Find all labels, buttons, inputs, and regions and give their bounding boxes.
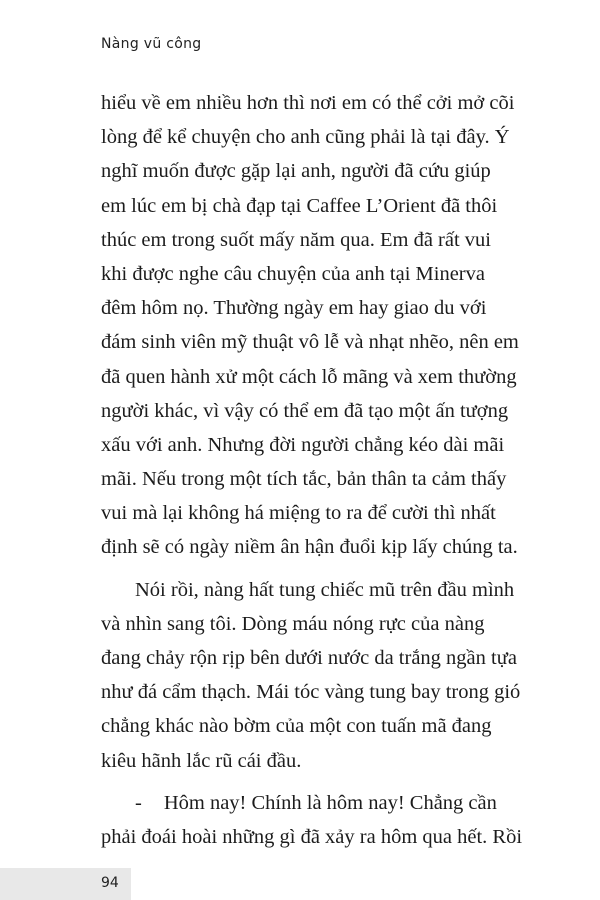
text-line: đêm hôm nọ. Thường ngày em hay giao du với xyxy=(101,297,487,320)
paragraph-spacer xyxy=(101,565,531,573)
text-line: Hôm nay! Chính là hôm nay! Chẳng cần xyxy=(163,791,497,814)
text-line: phải đoái hoài những gì đã xảy ra hôm qua hết. Rồi xyxy=(101,825,523,848)
paragraph xyxy=(101,86,531,565)
text-line: mãi. Nếu trong một tích tắc, bản thân ta cảm thấy xyxy=(101,468,507,491)
page-number: 94 xyxy=(101,875,119,891)
text-line: kiêu hãnh lắc rũ cái đầu. xyxy=(101,749,302,772)
text-line: xấu với anh. Nhưng đời người chẳng kéo dài mãi xyxy=(101,433,505,456)
text-line: em lúc em bị chà đạp tại Caffee L’Orient đã thôi xyxy=(101,194,498,217)
text-line: thúc em trong suốt mấy năm qua. Em đã rất vui xyxy=(101,228,491,251)
text-line: khi được nghe câu chuyện của anh tại Minerva xyxy=(101,262,485,285)
text-line: định sẽ có ngày niềm ân hận đuổi kịp lấy chúng ta. xyxy=(101,536,518,559)
text-line: như đá cẩm thạch. Mái tóc vàng tung bay trong gió xyxy=(101,681,521,704)
text-line: nghĩ muốn được gặp lại anh, người đã cứu giúp xyxy=(101,160,491,183)
text-line: đã quen hành xử một cách lỗ mãng và xem thường xyxy=(101,365,517,388)
text-line: lòng để kể chuyện cho anh cũng phải là tại đây. Ý xyxy=(101,126,510,149)
running-header-title: Nàng vũ công xyxy=(101,36,202,52)
text-line: và nhìn sang tôi. Dòng máu nóng rực của nàng xyxy=(101,612,485,635)
page-body-text xyxy=(101,86,531,854)
dialogue-dash: - xyxy=(135,791,142,814)
text-line: chẳng khác nào bờm của một con tuấn mã đang xyxy=(101,715,492,738)
text-line: người khác, vì vậy có thể em đã tạo một ấn tượng xyxy=(101,399,509,422)
text-line: Nói rồi, nàng hất tung chiếc mũ trên đầu mình xyxy=(135,578,515,601)
dialogue-first-line xyxy=(101,786,531,820)
text-line: đang chảy rộn rịp bên dưới nước da trắng ngần tựa xyxy=(101,647,517,669)
text-line: hiểu về em nhiều hơn thì nơi em có thể cởi mở cõi xyxy=(101,92,515,114)
paragraph xyxy=(101,573,531,778)
text-line: vui mà lại không há miệng to ra để cười thì nhất xyxy=(101,502,496,525)
paragraph-spacer xyxy=(101,778,531,786)
dialogue-paragraph xyxy=(101,786,531,854)
text-line: đám sinh viên mỹ thuật vô lễ và nhạt nhẽo, nên em xyxy=(101,331,519,354)
